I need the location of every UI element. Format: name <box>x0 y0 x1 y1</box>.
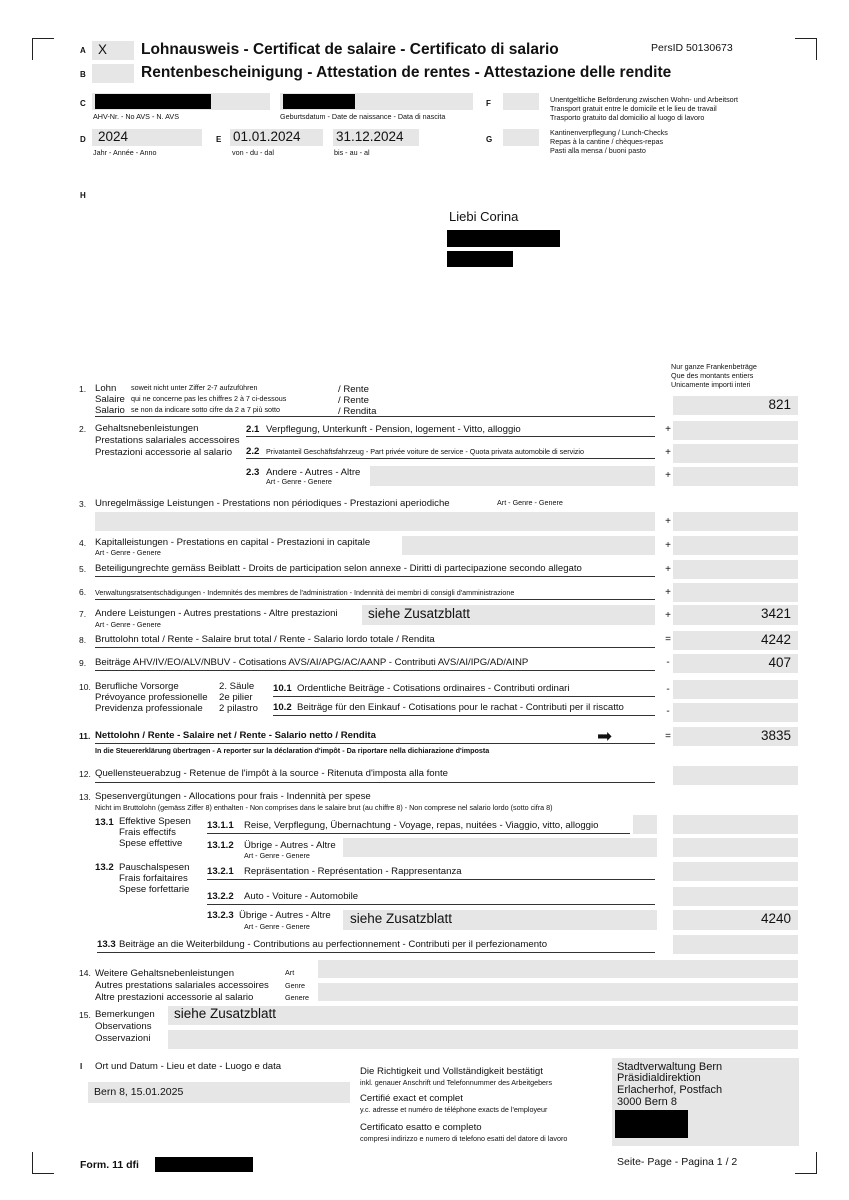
row4-label: Kapitalleistungen - Prestations en capital - Prestazioni in capitale <box>95 537 371 548</box>
row7-operator: + <box>665 610 671 621</box>
arrow-right-icon: ➡ <box>597 726 613 746</box>
row6-underline <box>95 599 655 600</box>
row14-art-fr: Genre <box>285 981 305 990</box>
row2-2-amount-field[interactable] <box>673 444 798 463</box>
row13-3-underline <box>97 952 655 953</box>
row13-2-3-type-field[interactable] <box>343 910 657 930</box>
row14-art-it: Genere <box>285 993 309 1002</box>
row12-amount-field[interactable] <box>673 766 798 785</box>
row5-number: 5. <box>79 564 87 574</box>
pers-id: PersID 50130673 <box>651 42 733 54</box>
row1-rente-de: / Rente <box>338 384 369 395</box>
row1-label-de: Lohn <box>95 383 117 394</box>
row3-number: 3. <box>79 499 87 509</box>
row2-2-underline <box>246 458 655 459</box>
row13-1-1-number: 13.1.1 <box>207 820 234 831</box>
checkbox-transport[interactable] <box>503 93 539 110</box>
row13-1-label-fr: Frais effectifs <box>119 827 176 838</box>
row10-label-it: Previdenza professionale <box>95 703 203 714</box>
row15-label-it: Osservazioni <box>95 1033 151 1044</box>
from-date-label: von - du - dal <box>232 148 274 157</box>
employee-name: Liebi Corina <box>449 209 519 224</box>
row13-2-1-label: Repräsentation - Représentation - Rappresentanza <box>244 866 462 877</box>
row13-1-2-sublabel: Art - Genre - Genere <box>244 851 310 860</box>
row13-sublabel: Nicht im Bruttolohn (gemäss Ziffer 8) enthalten - Non comprises dans le salaire brut (au chiffre 8) - Non comprese nel salario lordo (sotto cifra 8) <box>95 803 553 812</box>
row4-number: 4. <box>79 538 87 548</box>
row1-amount: 821 <box>768 397 791 412</box>
row8-amount: 4242 <box>760 632 791 647</box>
row12-underline <box>95 782 655 783</box>
row2-3-number: 2.3 <box>246 467 260 478</box>
row5-amount-field[interactable] <box>673 560 798 579</box>
redacted-form-code <box>155 1157 253 1172</box>
redacted-employer-phone <box>615 1110 688 1138</box>
to-date-field[interactable] <box>333 129 419 146</box>
row2-1-amount-field[interactable] <box>673 421 798 440</box>
confirm-de: Die Richtigkeit und Vollständigkeit bestätigt <box>360 1066 543 1077</box>
row11-amount: 3835 <box>760 728 791 743</box>
row13-1-label-de: Effektive Spesen <box>119 816 191 827</box>
row13-1-2-type-field[interactable] <box>343 838 657 857</box>
row10-pillar-fr: 2e pilier <box>219 692 253 703</box>
title-lohnausweis: Lohnausweis - Certificat de salaire - Certificato di salario <box>141 41 559 58</box>
row4-operator: + <box>665 540 671 551</box>
row10-2-label: Beiträge für den Einkauf - Cotisations pour le rachat - Contributi per il riscatto <box>297 702 624 713</box>
row13-label: Spesenvergütungen - Allocations pour frais - Indennità per spese <box>95 791 371 802</box>
row1-label-fr: Salaire <box>95 394 125 405</box>
page-indicator: Seite- Page - Pagina 1 / 2 <box>617 1156 738 1168</box>
amount-header-line1: Nur ganze Frankenbeträge <box>671 362 757 371</box>
checkbox-lohnausweis[interactable] <box>92 41 134 60</box>
row2-label-de: Gehaltsnebenleistungen <box>95 423 199 434</box>
row1-rente-it: / Rendita <box>338 406 377 417</box>
row8-operator: = <box>665 634 671 645</box>
row13-1-label-it: Spese effettive <box>119 838 183 849</box>
row13-number: 13. <box>79 792 91 802</box>
row6-amount-field[interactable] <box>673 583 798 602</box>
row10-1-amount-field[interactable] <box>673 680 798 699</box>
ahv-label: AHV-Nr. - No AVS - N. AVS <box>93 112 180 121</box>
row15-remarks-field-2[interactable] <box>168 1030 798 1049</box>
row2-1-underline <box>246 436 655 437</box>
row11-sublabel: In die Steuererklärung übertragen - A reporter sur la déclaration d'impôt - Da riportare nella dichiarazione d'imposta <box>95 746 490 755</box>
row13-2-3-label: Übrige - Autres - Altre <box>239 910 331 921</box>
row14-field-2[interactable] <box>318 983 798 1001</box>
row2-1-label: Verpflegung, Unterkunft - Pension, logement - Vitto, alloggio <box>266 424 521 435</box>
amount-header-line2: Que des montants entiers <box>671 371 754 380</box>
row11-operator: = <box>665 731 671 742</box>
row14-label-it: Altre prestazioni accessorie al salario <box>95 992 254 1003</box>
row9-number: 9. <box>79 658 87 668</box>
row13-2-number: 13.2 <box>95 862 114 873</box>
row3-operator: + <box>665 516 671 527</box>
row12-label: Quellensteuerabzug - Retenue de l'impôt à la source - Ritenuta d'imposta alla fonte <box>95 768 448 779</box>
birthdate-label: Geburtsdatum - Date de naissance - Data di nascita <box>280 112 446 121</box>
corner-mark-bottom-left <box>32 1152 54 1174</box>
row15-remarks-field-1[interactable] <box>168 1006 798 1025</box>
place-date-field[interactable] <box>88 1082 350 1103</box>
row7-type-field[interactable] <box>362 605 655 625</box>
row2-2-operator: + <box>665 447 671 458</box>
year-value: 2024 <box>98 129 129 144</box>
letter-g: G <box>486 135 493 144</box>
row10-2-amount-field[interactable] <box>673 703 798 722</box>
confirm-it: Certificato esatto e completo <box>360 1122 482 1133</box>
row13-2-3-sublabel: Art - Genre - Genere <box>244 922 310 931</box>
row13-1-2-label: Übrige - Autres - Altre <box>244 840 336 851</box>
row13-2-3-number: 13.2.3 <box>207 910 234 921</box>
row13-1-1-amount-field[interactable] <box>673 815 798 834</box>
row2-3-amount-field[interactable] <box>673 467 798 486</box>
employer-line4: 3000 Bern 8 <box>617 1096 677 1108</box>
checkbox-canteen[interactable] <box>503 129 539 146</box>
row2-1-operator: + <box>665 424 671 435</box>
row2-3-operator: + <box>665 470 671 481</box>
letter-b: B <box>80 70 86 79</box>
row10-2-underline <box>273 715 655 716</box>
row15-remarks-value: siehe Zusatzblatt <box>174 1006 277 1021</box>
row7-art-label: Art - Genre - Genere <box>95 620 161 629</box>
row13-3-label: Beiträge an die Weiterbildung - Contributions au perfectionnement - Contributi per il perfezionamento <box>119 939 548 950</box>
row10-1-operator: - <box>666 684 670 695</box>
row13-2-2-underline <box>207 904 655 905</box>
row1-rente-fr: / Rente <box>338 395 369 406</box>
row13-3-amount-field[interactable] <box>673 935 798 954</box>
transport-line1: Unentgeltliche Beförderung zwischen Wohn- und Arbeitsort <box>550 95 739 104</box>
row3-type-field[interactable] <box>95 512 655 531</box>
form-number: Form. 11 dfi <box>80 1159 139 1171</box>
row9-label: Beiträge AHV/IV/EO/ALV/NBUV - Cotisations AVS/AI/APG/AC/AANP - Contributi AVS/AI/IPG/AD/AINP <box>95 657 529 668</box>
confirm-fr: Certifié exact et complet <box>360 1093 463 1104</box>
redacted-address-line2 <box>447 251 513 267</box>
row12-number: 12. <box>79 769 91 779</box>
row2-2-label: Privatanteil Geschäftsfahrzeug - Part privée voiture de service - Quota privata automobile di servizio <box>266 447 584 456</box>
row15-number: 15. <box>79 1010 91 1020</box>
row2-3-sublabel: Art - Genre - Genere <box>266 477 332 486</box>
from-date-value: 01.01.2024 <box>233 129 301 144</box>
redacted-ahv <box>95 94 211 109</box>
employer-line3: Erlacherhof, Postfach <box>617 1084 723 1096</box>
checkbox-rentenbescheinigung[interactable] <box>92 64 134 83</box>
row1-note-fr: qui ne concerne pas les chiffres 2 à 7 ci-dessous <box>131 394 287 403</box>
row5-operator: + <box>665 564 671 575</box>
row2-2-number: 2.2 <box>246 446 260 457</box>
row13-1-1-underline <box>207 833 630 834</box>
letter-e: E <box>216 135 222 144</box>
confirm-de-sub: inkl. genauer Anschrift und Telefonnummer des Arbeitgebers <box>360 1078 553 1087</box>
row2-3-label: Andere - Autres - Altre <box>266 467 361 478</box>
letter-h: H <box>80 191 86 200</box>
row9-operator: - <box>666 657 670 668</box>
title-rentenbescheinigung: Rentenbescheinigung - Attestation de rentes - Attestazione delle rendite <box>141 64 672 81</box>
row5-label: Beteiligungrechte gemäss Beiblatt - Droits de participation selon annexe - Diritti di partecipazione secondo allegato <box>95 563 582 574</box>
row10-1-label: Ordentliche Beiträge - Cotisations ordinaires - Contributi ordinari <box>297 683 570 694</box>
row4-art-label: Art - Genre - Genere <box>95 548 161 557</box>
row13-1-2-number: 13.1.2 <box>207 840 234 851</box>
row7-amount: 3421 <box>760 606 791 621</box>
row13-2-2-label: Auto - Voiture - Automobile <box>244 891 359 902</box>
row2-3-type-field[interactable] <box>370 466 655 486</box>
row13-2-label-de: Pauschalspesen <box>119 862 190 873</box>
row14-number: 14. <box>79 968 91 978</box>
row11-underline <box>95 743 655 744</box>
transport-line3: Trasporto gratuito dal domicilio al luogo di lavoro <box>550 113 705 122</box>
from-date-field[interactable] <box>230 129 323 146</box>
row6-operator: + <box>665 587 671 598</box>
row2-label-it: Prestazioni accessorie al salario <box>95 447 233 458</box>
row10-1-underline <box>273 696 655 697</box>
row13-2-1-number: 13.2.1 <box>207 866 234 877</box>
corner-mark-top-left <box>32 38 54 60</box>
row1-label-it: Salario <box>95 405 125 416</box>
row6-number: 6. <box>79 587 87 597</box>
row8-label: Bruttolohn total / Rente - Salaire brut total / Rente - Salario lordo totale / Rendita <box>95 634 435 645</box>
row8-underline <box>95 647 655 648</box>
row8-number: 8. <box>79 635 87 645</box>
row3-label: Unregelmässige Leistungen - Prestations non périodiques - Prestazioni aperiodiche <box>95 498 450 509</box>
row7-amount-field[interactable] <box>673 605 798 625</box>
redacted-address-line1 <box>447 230 560 247</box>
row10-2-operator: - <box>666 706 670 717</box>
to-date-value: 31.12.2024 <box>336 129 404 144</box>
corner-mark-top-right <box>795 38 817 60</box>
letter-d: D <box>80 135 86 144</box>
row11-number: 11. <box>79 731 91 741</box>
row1-amount-field[interactable] <box>673 396 798 415</box>
letter-i: I <box>80 1062 83 1071</box>
row1-note-de: soweit nicht unter Ziffer 2-7 aufzuführen <box>131 383 258 392</box>
row10-pillar-de: 2. Säule <box>219 681 255 692</box>
row9-amount: 407 <box>768 655 791 670</box>
row14-label-fr: Autres prestations salariales accessoires <box>95 980 269 991</box>
row13-2-1-underline <box>207 879 655 880</box>
letter-a: A <box>80 46 86 55</box>
row4-amount-field[interactable] <box>673 536 798 555</box>
row13-2-2-amount-field[interactable] <box>673 887 798 906</box>
place-date-label: Ort und Datum - Lieu et date - Luogo e data <box>95 1061 282 1072</box>
row10-pillar-it: 2 pilastro <box>219 703 258 714</box>
row13-3-number: 13.3 <box>97 939 116 950</box>
amount-header-line3: Unicamente importi interi <box>671 380 751 389</box>
row14-field-1[interactable] <box>318 960 798 978</box>
row3-amount-field[interactable] <box>673 512 798 531</box>
row14-label-de: Weitere Gehaltsnebenleistungen <box>95 968 235 979</box>
row8-amount-field[interactable] <box>673 631 798 650</box>
confirm-it-sub: compresi indirizzo e numero di telefono esatti del datore di lavoro <box>360 1134 568 1143</box>
row10-label-de: Berufliche Vorsorge <box>95 681 179 692</box>
row10-1-number: 10.1 <box>273 683 292 694</box>
row13-2-3-type-value: siehe Zusatzblatt <box>350 911 453 926</box>
checkbox-mark: X <box>98 42 108 57</box>
employer-line1: Stadtverwaltung Bern <box>617 1061 723 1073</box>
row10-number: 10. <box>79 682 91 692</box>
transport-line2: Transport gratuit entre le domicile et le lieu de travail <box>550 104 717 113</box>
row2-number: 2. <box>79 424 87 434</box>
year-label: Jahr - Année - Anno <box>93 148 157 157</box>
place-date-value: Bern 8, 15.01.2025 <box>94 1086 184 1098</box>
canteen-line1: Kantinenverpflegung / Lunch-Checks <box>550 128 668 137</box>
row2-label-fr: Prestations salariales accessoires <box>95 435 240 446</box>
to-date-label: bis - au - al <box>334 148 370 157</box>
redacted-birthdate <box>283 94 355 109</box>
row13-1-1-flag-field[interactable] <box>633 815 657 834</box>
row10-2-number: 10.2 <box>273 702 292 713</box>
row11-amount-field[interactable] <box>673 727 798 746</box>
employer-line2: Präsidialdirektion <box>617 1072 701 1084</box>
letter-c: C <box>80 99 86 108</box>
row7-number: 7. <box>79 609 87 619</box>
letter-f: F <box>486 99 491 108</box>
row11-label: Nettolohn / Rente - Salaire net / Rente - Salario netto / Rendita <box>95 730 376 741</box>
row2-1-number: 2.1 <box>246 424 260 435</box>
row4-type-field[interactable] <box>402 536 655 555</box>
row9-amount-field[interactable] <box>673 654 798 673</box>
year-field[interactable] <box>92 129 202 146</box>
row10-label-fr: Prévoyance professionelle <box>95 692 208 703</box>
canteen-line3: Pasti alla mensa / buoni pasto <box>550 146 646 155</box>
row9-underline <box>95 670 655 671</box>
row14-art-de: Art <box>285 968 295 977</box>
row1-number: 1. <box>79 384 87 394</box>
row13-1-1-label: Reise, Verpflegung, Übernachtung - Voyage, repas, nuitées - Viaggio, vitto, alloggio <box>244 820 599 831</box>
corner-mark-bottom-right <box>795 1152 817 1174</box>
row13-1-number: 13.1 <box>95 817 114 828</box>
row13-2-label-fr: Frais forfaitaires <box>119 873 188 884</box>
row13-2-3-amount: 4240 <box>760 911 791 926</box>
row6-label: Verwaltungsratsentschädigungen - Indemnités des membres de l'administration - Indennità dei membri di consigli d'amministrazione <box>95 588 515 597</box>
row3-art-label: Art - Genre - Genere <box>497 498 563 507</box>
row1-underline <box>95 416 655 417</box>
row15-label-de: Bemerkungen <box>95 1009 155 1020</box>
row7-label: Andere Leistungen - Autres prestations - Altre prestazioni <box>95 608 338 619</box>
row13-2-label-it: Spese forfettarie <box>119 884 190 895</box>
row13-2-3-amount-field[interactable] <box>673 910 798 930</box>
row1-note-it: se non da indicare sotto cifre da 2 a 7 più sotto <box>131 405 281 414</box>
canteen-line2: Repas à la cantine / chèques-repas <box>550 137 664 146</box>
row13-2-2-number: 13.2.2 <box>207 891 234 902</box>
row13-2-1-amount-field[interactable] <box>673 862 798 881</box>
row7-type-value: siehe Zusatzblatt <box>368 606 471 621</box>
confirm-fr-sub: y.c. adresse et numéro de téléphone exacts de l'employeur <box>360 1105 548 1114</box>
row15-label-fr: Observations <box>95 1021 152 1032</box>
row5-underline <box>95 576 655 577</box>
row13-1-2-amount-field[interactable] <box>673 838 798 857</box>
